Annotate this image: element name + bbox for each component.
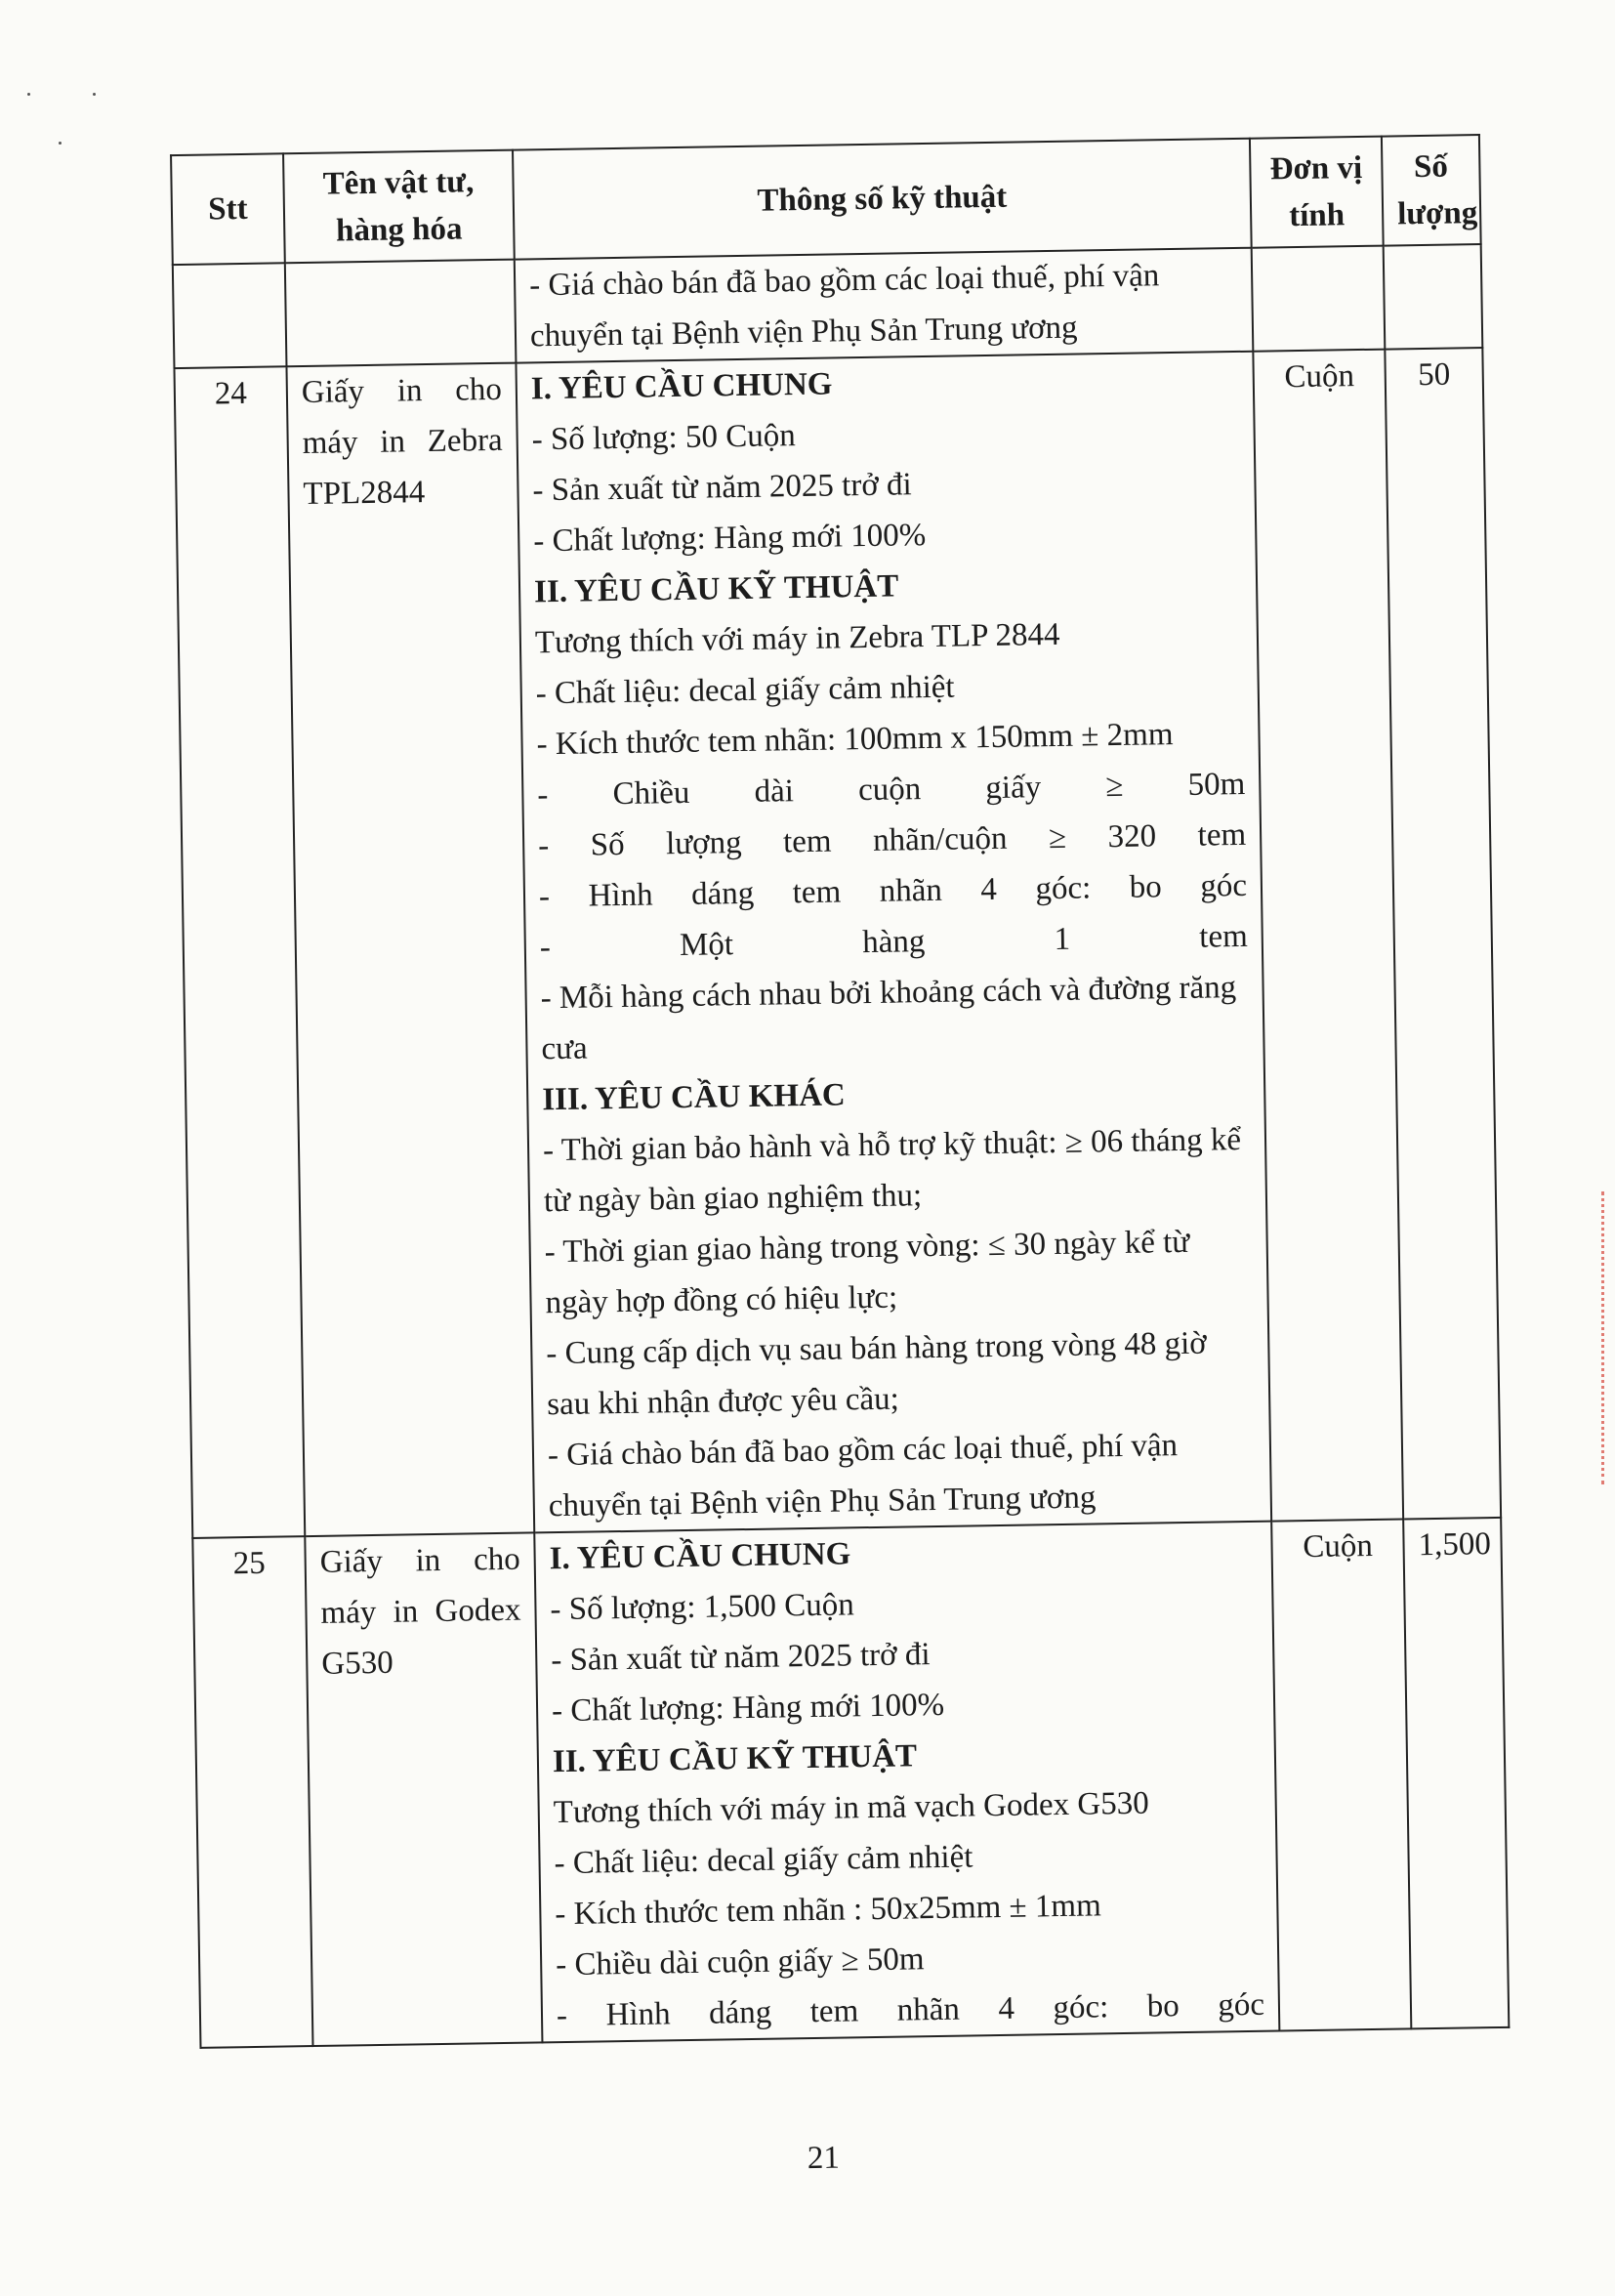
spec-line: - Số lượng: 50 Cuộn (531, 418, 796, 458)
row-item-name: Giấy in cho máy in Zebra TPL2844 (286, 363, 534, 1537)
page-number: 21 (807, 2140, 841, 2177)
row-qty: 50 (1385, 348, 1501, 1519)
header-unit: Đơn vị tính (1250, 137, 1384, 248)
header-name: Tên vật tư, hàng hóa (283, 150, 515, 264)
header-spec: Thông số kỹ thuật (513, 139, 1252, 260)
scan-speck (27, 93, 30, 96)
continuation-qty (1384, 244, 1483, 350)
row-stt: 24 (174, 366, 305, 1538)
spec-line: - Cung cấp dịch vụ sau bán hàng trong vòng 48 giờ sau khi nhận được yêu cầu; (546, 1325, 1208, 1423)
continuation-name (285, 260, 517, 367)
spec-line: - Thời gian bảo hành và hỗ trợ kỹ thuật: ≥ 06 tháng kể từ ngày bàn giao nghiệm thu; (542, 1122, 1242, 1220)
header-qty: Số lượng (1382, 135, 1481, 246)
spec-line: - Số lượng tem nhãn/cuộn ≥ 320 tem (537, 816, 1247, 864)
continuation-unit (1252, 246, 1386, 352)
spec-heading: III. YÊU CẦU KHÁC (542, 1077, 847, 1118)
continuation-row (173, 244, 1482, 368)
continuation-spec (515, 248, 1254, 363)
spec-line: - Kích thước tem nhãn: 100mm x 150mm ± 2mm (536, 717, 1174, 763)
spec-line: - Sản xuất từ năm 2025 trở đi (532, 467, 912, 509)
continuation-stt (173, 263, 287, 368)
spec-line: - Chất lượng: Hàng mới 100% (551, 1687, 945, 1730)
spec-heading: I. YÊU CẦU CHUNG (530, 366, 833, 407)
table-row (192, 1518, 1509, 2048)
spec-line: - Chất liệu: decal giấy cảm nhiệt (535, 669, 955, 712)
spec-line: - Mỗi hàng cách nhau bởi khoảng cách và đường răng cưa (540, 970, 1237, 1067)
spec-line: - Một hàng 1 tem (539, 918, 1249, 966)
spec-table (170, 134, 1510, 2049)
spec-line: - Kích thước tem nhãn : 50x25mm ± 1mm (555, 1888, 1101, 1933)
spec-line: - Chất lượng: Hàng mới 100% (533, 518, 927, 560)
spec-line: - Chiều dài cuộn giấy ≥ 50m (555, 1941, 925, 1983)
scan-speck (93, 93, 96, 96)
table-header-row (171, 135, 1481, 265)
spec-heading: I. YÊU CẦU CHUNG (549, 1536, 851, 1577)
spec-line: - Hình dáng tem nhãn 4 góc: bo góc (556, 1986, 1265, 2034)
spec-heading: II. YÊU CẦU KỸ THUẬT (533, 568, 899, 610)
spec-line: - Số lượng: 1,500 Cuộn (550, 1587, 855, 1628)
row-qty: 1,500 (1403, 1518, 1509, 2029)
row-unit: Cuộn (1253, 350, 1403, 1522)
scan-speck (59, 142, 62, 145)
row-item-name: Giấy in cho máy in Godex G530 (305, 1532, 542, 2046)
spec-line: - Giá chào bán đã bao gồm các loại thuế, phí vận chuyển tại Bệnh viện Phụ Sản Trung ương (547, 1428, 1179, 1524)
row-stt: 25 (192, 1536, 312, 2048)
spec-line: Tương thích với máy in mã vạch Godex G530 (553, 1785, 1149, 1831)
row-spec (516, 352, 1271, 1533)
row-unit: Cuộn (1271, 1519, 1411, 2030)
spec-line: - Chiều dài cuộn giấy ≥ 50m (537, 766, 1246, 814)
spec-line: Tương thích với máy in Zebra TLP 2844 (534, 616, 1060, 661)
margin-stamp-mark (1601, 1191, 1612, 1484)
spec-line: - Chất liệu: decal giấy cảm nhiệt (554, 1839, 973, 1882)
spec-heading: II. YÊU CẦU KỸ THUẬT (552, 1738, 918, 1780)
table-row (174, 348, 1501, 1538)
spec-line: - Hình dáng tem nhãn 4 góc: bo góc (538, 867, 1248, 915)
spec-line: - Thời gian giao hàng trong vòng: ≤ 30 ngày kể từ ngày hợp đồng có hiệu lực; (544, 1224, 1190, 1321)
header-stt: Stt (171, 153, 285, 265)
row-spec (534, 1522, 1279, 2043)
spec-line: - Sản xuất từ năm 2025 trở đi (551, 1637, 931, 1679)
spec-line: - Giá chào bán đã bao gồm các loại thuế, phí vận chuyển tại Bệnh viện Phụ Sản Trung ương (528, 258, 1160, 355)
